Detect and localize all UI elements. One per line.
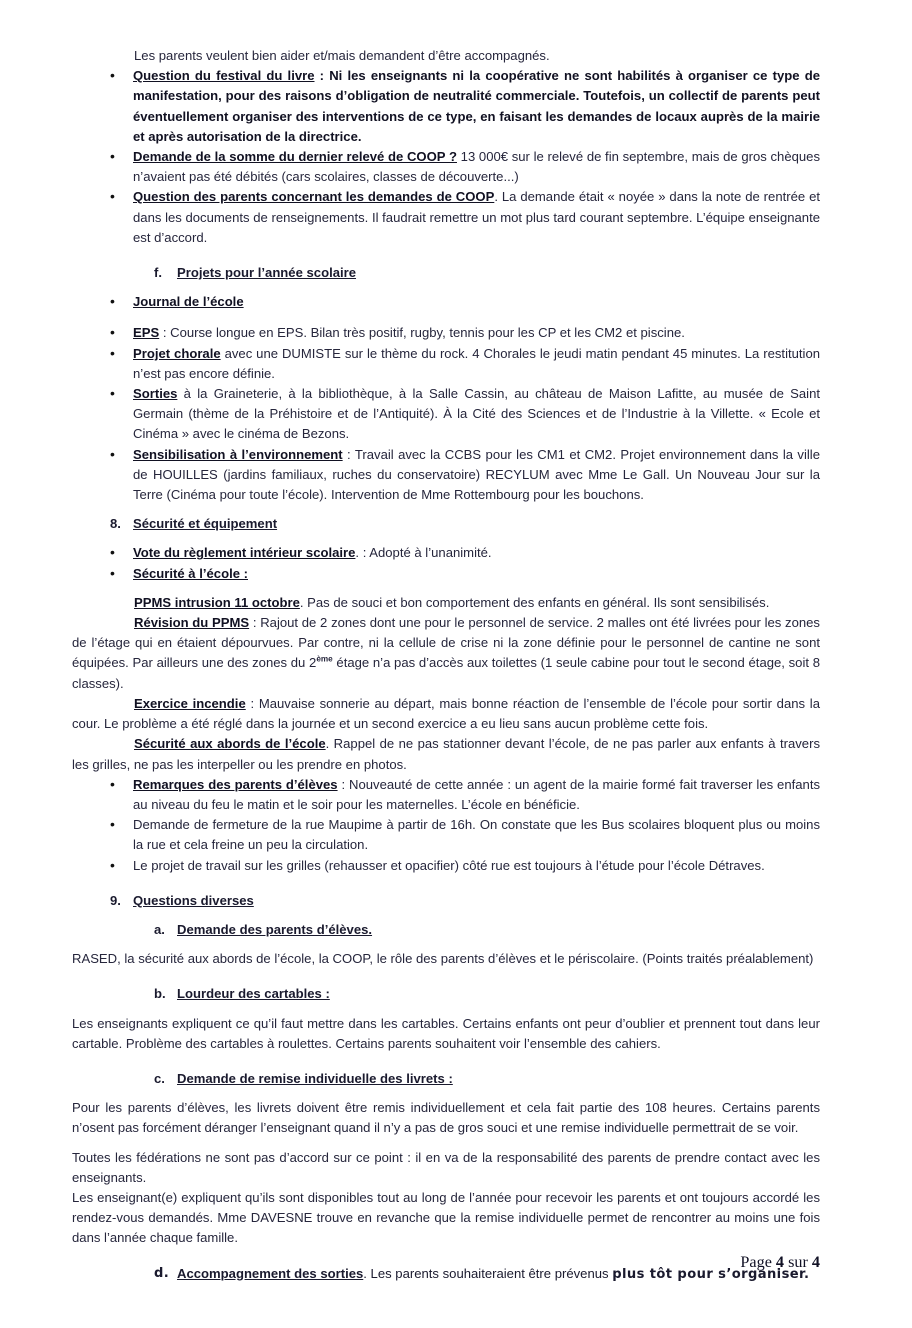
list-item: [72, 323, 820, 343]
sub-c-body-3: Les enseignant(e) expliquent qu’ils sont disponibles tout au long de l’année pour recevoir les parents et ont toujours accordé les rendez-vous demandés. Mme DAVESNE trouve en revanche que la remise individuelle permet de rencontrer au moins une fois dans l’année chaque famille.: [72, 1189, 820, 1246]
subsection-title: Lourdeur des cartables :: [177, 986, 330, 1002]
bullet-lead: Sécurité à l’école :: [133, 565, 248, 581]
subsection-heading-d: [72, 1264, 820, 1285]
bullet-body: Le projet de travail sur les grilles (rehausser et opacifier) côté rue est toujours à l’étude pour l’école Détraves.: [133, 857, 765, 873]
list-item: [72, 543, 820, 563]
section-heading-8: [72, 514, 820, 534]
revision-ppms-para: [72, 613, 820, 694]
bullet-lead: Journal de l’école: [133, 294, 244, 310]
bullet-body: : Nouveauté de cette année : un agent de la mairie formé fait traverser les enfants au niveau du feu le matin et le soir pour les maternelles. L’école en bénéficie.: [133, 776, 820, 812]
footer-total-pages: 4: [811, 1253, 820, 1271]
section-marker: 8.: [110, 516, 121, 532]
subsection-heading-a: [72, 920, 820, 940]
section-marker: 9.: [110, 892, 121, 908]
list-item: [72, 445, 820, 506]
para-body: : Mauvaise sonnerie au départ, mais bonne réaction de l’ensemble de l’école pour sortir dans la cour. Le problème a été réglé dans la journée et un second exercice a eu lieu sans aucun problème cette fois.: [72, 695, 820, 732]
page-footer: [740, 1253, 820, 1272]
coop-bullet-list: [72, 66, 820, 248]
bullet-body: Demande de fermeture de la rue Maupime à partir de 16h. On constate que les Bus scolaires bloquent plus ou moins la rue et cela freine un peu la circulation.: [133, 817, 820, 853]
para-lead: Révision du PPMS: [134, 615, 250, 631]
security-bullet-list: [72, 543, 820, 583]
bullet-lead: Sorties: [133, 386, 178, 402]
subsection-title: Demande des parents d’élèves.: [177, 921, 373, 937]
list-item: [72, 856, 820, 876]
bullet-lead: Demande de la somme du dernier relevé de COOP ?: [133, 149, 457, 165]
bullet-body: à la Graineterie, à la bibliothèque, à la Salle Cassin, au château de Maison Lafitte, au musée de Saint Germain (thème de la Préhistoire et de l’Antiquité). À la Cité des Sciences et de l’Industrie à la Villette. « Ecole et Cinéma » avec le cinéma de Bezons.: [133, 386, 820, 442]
bullet-lead: Remarques des parents d’élèves: [133, 776, 338, 792]
securite-abords-para: [72, 734, 820, 774]
list-item: [72, 66, 820, 147]
para-body: . Pas de souci et bon comportement des enfants en général. Ils sont sensibilisés.: [299, 594, 770, 610]
list-item: [72, 344, 820, 384]
subsection-heading-c: [72, 1069, 820, 1089]
subsection-marker: a.: [154, 921, 165, 937]
bullet-lead: EPS: [133, 325, 160, 341]
para-lead: Exercice incendie: [134, 695, 246, 711]
para-body-1: : Rajout de 2 zones dont une pour le personnel de service. 2 malles ont été livrées pour les zones de l’étage qui en étaient dépourvues. Par contre, ni la cellule de crise ni la zone définie pour le personnel de cantine ne sont équipées. Par ailleurs une des zones du 2: [72, 615, 820, 671]
subsection-marker: c.: [154, 1070, 165, 1086]
list-item: [72, 564, 820, 584]
subsection-title: Accompagnement des sorties: [177, 1265, 364, 1281]
list-item: [72, 147, 820, 187]
para-body: . Rappel de ne pas stationner devant l’école, de ne pas parler aux enfants à travers les grilles, ne pas les interpeller ou les prendre en photos.: [72, 736, 820, 772]
footer-page-number: 4: [775, 1253, 785, 1271]
list-item: [72, 292, 820, 312]
exercice-incendie-para: [72, 694, 820, 734]
bullet-lead: Vote du règlement intérieur scolaire: [133, 545, 356, 561]
section-title: Sécurité et équipement: [133, 516, 278, 532]
list-item: [72, 775, 820, 815]
bullet-body: . : Adopté à l’unanimité.: [355, 545, 492, 561]
list-item: [72, 384, 820, 445]
para-lead: Sécurité aux abords de l’école: [134, 736, 326, 752]
intro-line: Les parents veulent bien aider et/mais demandent d’être accompagnés.: [134, 48, 550, 63]
footer-separator: sur: [788, 1253, 808, 1271]
bullet-body: avec une DUMISTE sur le thème du rock. 4 Chorales le jeudi matin pendant 45 minutes. La restitution n’est pas encore définie.: [133, 345, 821, 381]
footer-label: Page: [740, 1253, 772, 1271]
bullet-body: : Ni les enseignants ni la coopérative ne sont habilités à organiser ce type de manifestation, pour des raisons d’obligation de neutralité commerciale. Toutefois, un collectif de parents peut éventuellement organiser des interventions de ce type, en faisant les demandes de locaux auprès de la mairie et après autorisation de la directrice.: [133, 68, 820, 144]
para-body-2: étage n’a pas d’accès aux toilettes (1 seule cabine pour tout le second étage, soit 8 classes).: [72, 655, 820, 691]
sub-c-body-2: Toutes les fédérations ne sont pas d’accord sur ce point : il en va de la responsabilité des parents de prendre contact avec les enseignants.: [72, 1149, 820, 1185]
section-marker: f.: [154, 265, 162, 281]
section-title: Projets pour l’année scolaire: [177, 265, 357, 281]
section-heading-9: [72, 891, 820, 911]
parent-remarks-bullet-list: [72, 775, 820, 876]
bullet-body: : Travail avec la CCBS pour les CM1 et CM2. Projet environnement dans la ville de HOUILLES (jardins familiaux, ruches du conservatoire) RECYLUM avec Mme Le Gall. Un Nouveau Jour sur la Terre (Cinéma pour toute l’école). Intervention de Mme Rottembourg pour les bouchons.: [133, 446, 820, 503]
subsection-heading-b: [72, 984, 820, 1004]
bullet-body: 13 000€ sur le relevé de fin septembre, mais de gros chèques n’avaient pas été débités (cars scolaires, classes de découverte...): [133, 149, 820, 185]
bullet-body: : Course longue en EPS. Bilan très positif, rugby, tennis pour les CP et les CM2 et piscine.: [159, 325, 685, 341]
bullet-lead: Sensibilisation à l’environnement: [133, 446, 343, 462]
list-item: [72, 815, 820, 855]
ordinal-suffix: ème: [316, 655, 333, 665]
subsection-title: Demande de remise individuelle des livrets :: [177, 1070, 453, 1086]
section-title: Questions diverses: [133, 892, 254, 908]
subsection-marker: d.: [154, 1265, 170, 1281]
sub-d-emphasis: plus tôt pour s’organiser.: [612, 1266, 810, 1282]
bullet-lead: Question des parents concernant les demandes de COOP: [133, 189, 495, 205]
list-item: [72, 187, 820, 248]
para-lead: PPMS intrusion 11 octobre: [134, 594, 300, 610]
sub-d-body: . Les parents souhaiteraient être prévenus: [363, 1265, 613, 1281]
ppms-intrusion-para: [72, 593, 820, 613]
sub-b-body: Les enseignants expliquent ce qu’il faut mettre dans les cartables. Certains enfants ont peur d’oublier et prennent tout dans leur cartable. Problème des cartables à roulettes. Certains parents souhaitent voir l’ensemble des cahiers.: [72, 1015, 820, 1051]
bullet-body: . La demande était « noyée » dans la note de rentrée et dans les documents de renseignements. Il faudrait remettre un mot plus tard courant septembre. L’équipe enseignante est d’accord.: [133, 189, 820, 245]
section-heading-f: [72, 263, 820, 283]
bullet-lead: Question du festival du livre: [133, 68, 315, 84]
bullet-lead: Projet chorale: [133, 345, 221, 361]
sub-a-body: RASED, la sécurité aux abords de l’école, la COOP, le rôle des parents d’élèves et le périscolaire. (Points traités préalablement): [72, 951, 814, 967]
subsection-marker: b.: [154, 986, 166, 1002]
project-bullet-list: [72, 292, 820, 505]
sub-c-body-1: Pour les parents d’élèves, les livrets doivent être remis individuellement et cela fait partie des 108 heures. Certains parents n’osent pas forcément déranger l’enseignant quand il n’y a pas de gros souci et une remise individuelle permettrait de se voir.: [72, 1100, 820, 1136]
